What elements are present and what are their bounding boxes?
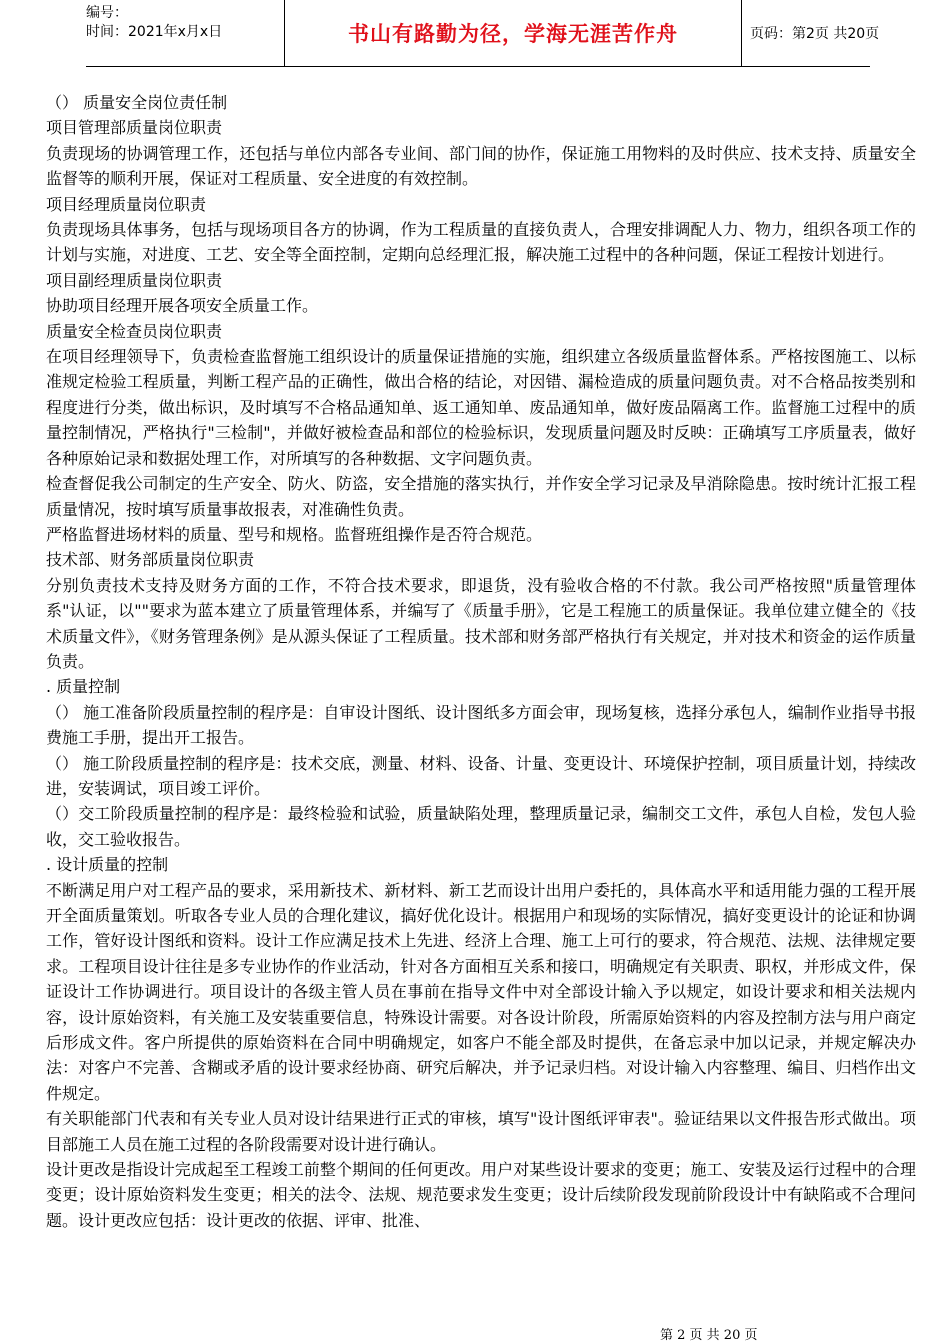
paragraph: 有关职能部门代表和有关专业人员对设计结果进行正式的审核，填写"设计图纸评审表"。验证结果以文件报告形式做出。项目部施工人员在施工过程的各阶段需要对设计进行确认。 — [46, 1109, 916, 1154]
page-footer — [660, 1324, 757, 1343]
paragraph: 分别负责技术支持及财务方面的工作，不符合技术要求，即退货，没有验收合格的不付款。我公司严格按照"质量管理体系"认证，以""要求为蓝本建立了质量管理体系，并编写了《质量手册》，它是工程施工的质量保证。我单位建立健全的《技术质量文件》，《财务管理条例》是从源头保证了工程质量。技术部和财务部严格执行有关规定，并对技术和资金的运作质量负责。 — [46, 575, 916, 671]
time-label: 时间：2021年x月x日 — [86, 24, 223, 40]
paragraph: （） 施工阶段质量控制的程序是：技术交底，测量、材料、设备、计量、变更设计、环境保护控制，项目质量计划，持续改进，安装调试，项目竣工评价。 — [46, 753, 916, 798]
subheading: 项目管理部质量岗位职责 — [46, 118, 223, 138]
header-left-cell — [86, 0, 284, 70]
document-body — [46, 90, 916, 1233]
page-header — [86, 0, 880, 67]
number-label: 编号： — [86, 5, 128, 21]
paragraph: 负责现场的协调管理工作，还包括与单位内部各专业间、部门间的协作，保证施工用物料的及时供应、技术支持、质量安全监督等的顺利开展，保证对工程质量、安全进度的有效控制。 — [46, 143, 916, 189]
motto-text: 书山有路勤为径，学海无涯苦作舟 — [348, 22, 678, 46]
subheading: 项目副经理质量岗位职责 — [46, 270, 223, 290]
paragraph: 负责现场具体事务，包括与现场项目各方的协调，作为工程质量的直接负责人，合理安排调配人力、物力，组织各项工作的计划与实施，对进度、工艺、安全等全面控制，定期向总经理汇报，解决施工过程中的各种问题，保证工程按计划进行。 — [46, 220, 916, 265]
section-heading: . 设计质量的控制 — [46, 855, 169, 875]
paragraph: （）交工阶段质量控制的程序是：最终检验和试验，质量缺陷处理，整理质量记录，编制交工文件，承包人自检，发包人验收，交工验收报告。 — [46, 804, 916, 849]
subheading: 质量安全检查员岗位职责 — [46, 321, 223, 341]
subheading: 技术部、财务部质量岗位职责 — [46, 550, 255, 570]
paragraph: 在项目经理领导下，负责检查监督施工组织设计的质量保证措施的实施，组织建立各级质量监督体系。严格按图施工、以标准规定检验工程质量，判断工程产品的正确性，做出合格的结论，对因错、漏检造成的质量问题负责。对不合格品按类别和程度进行分类，做出标识，及时填写不合格品通知单、返工通知单、废品通知单，做好废品隔离工作。监督施工过程中的质量控制情况，严格执行"三检制"，并做好被检查品和部位的检验标识，发现质量问题及时反映：正确填写工序质量表，做好各种原始记录和数据处理工作，对所填写的各种数据、文字问题负责。 — [46, 347, 916, 468]
subheading: 项目经理质量岗位职责 — [46, 194, 207, 214]
paragraph: 严格监督进场材料的质量、型号和规格。监督班组操作是否符合规范。 — [46, 524, 543, 544]
header-page-cell — [740, 0, 880, 66]
footer-page-number: 第 2 页 共 20 页 — [660, 1328, 758, 1343]
paragraph: 设计更改是指设计完成起至工程竣工前整个期间的任何更改。用户对某些设计要求的变更；施工、安装及运行过程中的合理变更；设计原始资料发生变更；相关的法令、法规、规范要求发生变更；设计后续阶段发现前阶段设计中有缺陷或不合理问题。设计更改应包括：设计更改的依据、评审、批准、 — [46, 1160, 916, 1230]
header-motto-cell — [284, 0, 742, 66]
paragraph: （） 施工准备阶段质量控制的程序是：自审设计图纸、设计图纸多方面会审，现场复核，选择分承包人，编制作业指导书报费施工手册，提出开工报告。 — [46, 702, 916, 748]
page-info: 页码：第2页 共20页 — [750, 26, 880, 42]
section-heading: （） 质量安全岗位责任制 — [46, 93, 228, 112]
section-heading: . 质量控制 — [46, 677, 121, 697]
paragraph: 协助项目经理开展各项安全质量工作。 — [46, 296, 319, 316]
paragraph: 不断满足用户对工程产品的要求，采用新技术、新材料、新工艺而设计出用户委托的，具体高水平和适用能力强的工程开展开全面质量策划。听取各专业人员的合理化建议，搞好优化设计。根据用户和现场的实际情况，搞好变更设计的论证和协调工作，管好设计图纸和资料。设计工作应满足技术上先进、经济上合理、施工上可行的要求，符合规范、法规、法律规定要求。工程项目设计往往是多专业协作的作业活动，针对各方面相互关系和接口，明确规定有关职责、职权，并形成文件，保证设计工作协调进行。项目设计的各级主管人员在事前在指导文件中对全部设计输入予以规定，如设计要求和相关法规内容，设计原始资料，有关施工及安装重要信息，特殊设计需要。对各设计阶段，所需原始资料的内容及控制方法与用户商定后形成文件。客户所提供的原始资料在合同中明确规定，如客户不能全部及时提供，在备忘录中加以记录，并规定解决办法：对客户不完善、含糊或矛盾的设计要求经协商、研究后解决，并予记录归档。对设计输入内容整理、编目、归档作出文件规定。 — [46, 880, 916, 1103]
paragraph: 检查督促我公司制定的生产安全、防火、防盗，安全措施的落实执行，并作安全学习记录及早消除隐患。按时统计汇报工程质量情况，按时填写质量事故报表，对准确性负责。 — [46, 474, 916, 519]
